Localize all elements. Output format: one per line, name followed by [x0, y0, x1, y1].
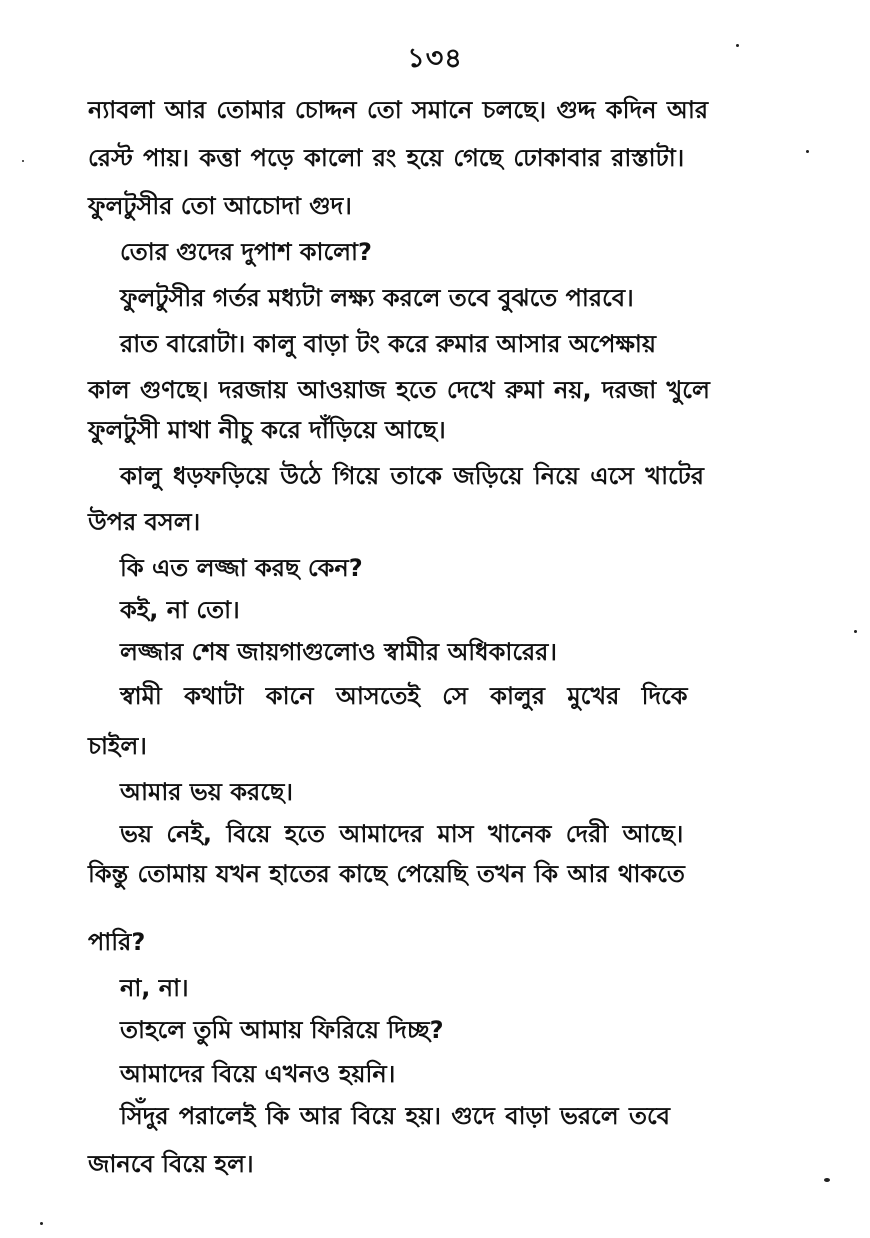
scan-speck	[22, 160, 24, 162]
text-line: উপর বসল।	[88, 508, 201, 536]
text-line: রাত বারোটা। কালু বাড়া টং করে রুমার আসার অপেক্ষায়	[120, 330, 657, 358]
text-line: পারি?	[88, 928, 146, 956]
text-line: তাহলে তুমি আমায় ফিরিয়ে দিচ্ছ?	[120, 1016, 444, 1044]
text-line: সিঁদুর পরালেই কি আর বিয়ে হয়। গুদে বাড়া ভরলে তবে	[120, 1102, 670, 1130]
text-line: স্বামী কথাটা কানে আসতেই সে কালুর মুখের দিকে	[120, 682, 688, 710]
text-line: তোর গুদের দুপাশ কালো?	[120, 238, 372, 266]
text-line: ফুলটুসী মাথা নীচু করে দাঁড়িয়ে আছে।	[88, 416, 446, 444]
text-line: আমার ভয় করছে।	[120, 778, 293, 806]
text-line: ফুলটুসীর গর্তর মধ্যটা লক্ষ্য করলে তবে বুঝতে পারবে।	[120, 284, 634, 312]
text-line: লজ্জার শেষ জায়গাগুলোও স্বামীর অধিকারের।	[120, 638, 557, 666]
scan-speck	[736, 44, 739, 47]
text-line: জানবে বিয়ে হল।	[88, 1150, 254, 1178]
text-line: কাল গুণছে। দরজায় আওয়াজ হতে দেখে রুমা নয়, দরজা খুলে	[88, 376, 710, 404]
scan-speck	[806, 150, 809, 153]
scan-speck	[854, 630, 857, 633]
page-number: ১৩৪	[407, 43, 463, 74]
scan-speck	[40, 1222, 43, 1225]
text-line: কই, না তো।	[120, 596, 240, 624]
text-line: কি এত লজ্জা করছ কেন?	[120, 554, 363, 582]
scan-speck	[824, 1178, 830, 1182]
text-line: ন্যাবলা আর তোমার চোদ্দন তো সমানে চলছে। গুদ্দ কদিন আর	[88, 96, 709, 124]
text-line: চাইল।	[88, 732, 147, 760]
text-line: রেস্ট পায়। কত্তা পড়ে কালো রং হয়ে গেছে ঢোকাবার রাস্তাটা।	[88, 144, 685, 172]
text-line: কালু ধড়ফড়িয়ে উঠে গিয়ে তাকে জড়িয়ে নিয়ে এসে খাটের	[120, 462, 704, 490]
text-line: ভয় নেই, বিয়ে হতে আমাদের মাস খানেক দেরী আছে।	[120, 820, 684, 848]
text-line: না, না।	[120, 974, 189, 1002]
text-line: ফুলটুসীর তো আচোদা গুদ।	[88, 192, 352, 220]
text-line: কিন্তু তোমায় যখন হাতের কাছে পেয়েছি তখন কি আর থাকতে	[88, 860, 685, 888]
text-line: আমাদের বিয়ে এখনও হয়নি।	[120, 1060, 396, 1088]
